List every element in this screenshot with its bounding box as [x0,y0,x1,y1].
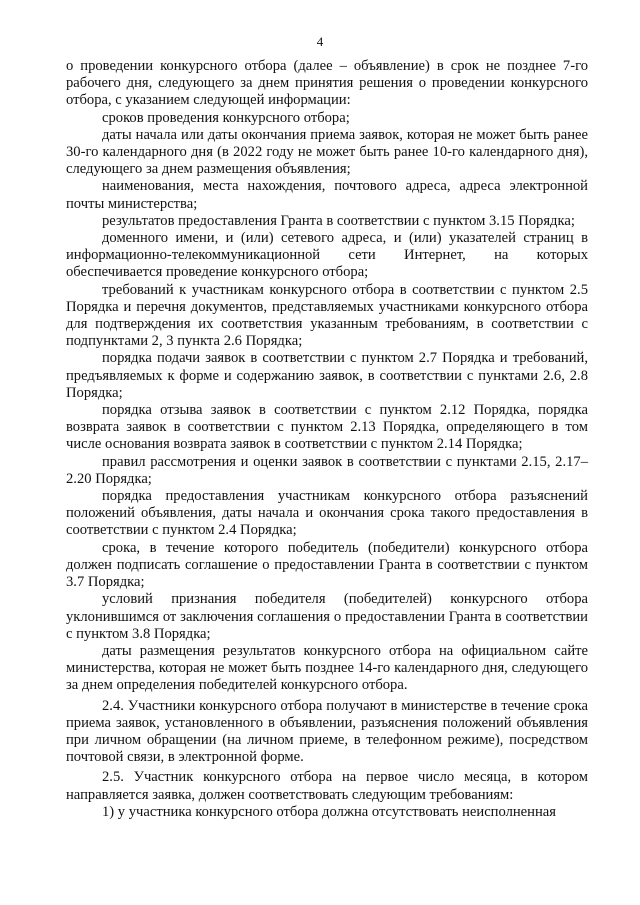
paragraph-clarifications: порядка предоставления участникам конкурсного отбора разъяснений положений объявления, даты начала и окончания срока такого предоставления в соответствии с пунктом 2.4 Порядка; [66,488,588,539]
paragraph-section-2-5: 2.5. Участник конкурсного отбора на первое число месяца, в котором направляется заявка, должен соответствовать следующим требованиям: [66,769,588,803]
paragraph-results-publication: даты размещения результатов конкурсного отбора на официальном сайте министерства, которая не может быть позднее 14-го календарного дня, следующего за днем определения победителей конкурсного отбора. [66,642,588,694]
paragraph-application-withdrawal: порядка отзыва заявок в соответствии с пунктом 2.12 Порядка, порядка возврата заявок в соответствии с пунктом 2.13 Порядка, определяющего в том числе основания возврата заявок в соответствии с пунктом 2.14 Порядка; [66,402,588,453]
paragraph-grant-results: результатов предоставления Гранта в соответствии с пунктом 3.15 Порядка; [102,212,575,229]
paragraph-ministry-contacts: наименования, места нахождения, почтового адреса, адреса электронной почты министерства; [66,178,588,212]
paragraph-evaluation-rules: правил рассмотрения и оценки заявок в соответствии с пунктами 2.15, 2.17–2.20 Порядка; [66,453,588,487]
paragraph-requirement-1: 1) у участника конкурсного отбора должна отсутствовать неисполненная [102,803,556,820]
paragraph-participant-requirements: требований к участникам конкурсного отбора в соответствии с пунктом 2.5 Порядка и перечня документов, представляемых участниками конкурсного отбора для подтверждения их соответствия указанным требованиям, в соответствии с подпунктами 2, 3 пункта 2.6 Порядка; [66,281,588,350]
paragraph-announcement-intro: о проведении конкурсного отбора (далее – объявление) в срок не позднее 7-го рабочего дня, следующего за днем принятия решения о проведении конкурсного отбора, с указанием следующей информации: [66,58,588,109]
paragraph-domain-name: доменного имени, и (или) сетевого адреса, и (или) указателей страниц в информационно-телекоммуникационной сети Интернет, на которых обеспечивается проведение конкурсного отбора; [66,230,588,281]
paragraph-winner-evasion: условий признания победителя (победителей) конкурсного отбора уклонившимся от заключения соглашения о предоставлении Гранта в соответствии с пунктом 3.8 Порядка; [66,591,588,642]
page-number: 4 [316,34,324,49]
paragraph-agreement-deadline: срока, в течение которого победитель (победители) конкурсного отбора должен подписать соглашение о предоставлении Гранта в соответствии с пунктом 3.7 Порядка; [66,539,588,591]
document-body [66,58,588,821]
paragraph-section-2-4: 2.4. Участники конкурсного отбора получают в министерстве в течение срока приема заявок, установленного в объявлении, разъяснения положений объявления при личном обращении (на личном приеме, в телефонном режиме), посредством почтовой связи, в электронной форме. [66,697,588,766]
paragraph-selection-terms: сроков проведения конкурсного отбора; [102,109,350,126]
paragraph-application-procedure: порядка подачи заявок в соответствии с пунктом 2.7 Порядка и требований, предъявляемых к форме и содержанию заявок, в соответствии с пунктами 2.6, 2.8 Порядка; [66,350,588,401]
paragraph-application-dates: даты начала или даты окончания приема заявок, которая не может быть ранее 30-го календарного дня (в 2022 году не может быть ранее 10-го календарного дня), следующего за днем размещения объявления; [66,126,588,178]
